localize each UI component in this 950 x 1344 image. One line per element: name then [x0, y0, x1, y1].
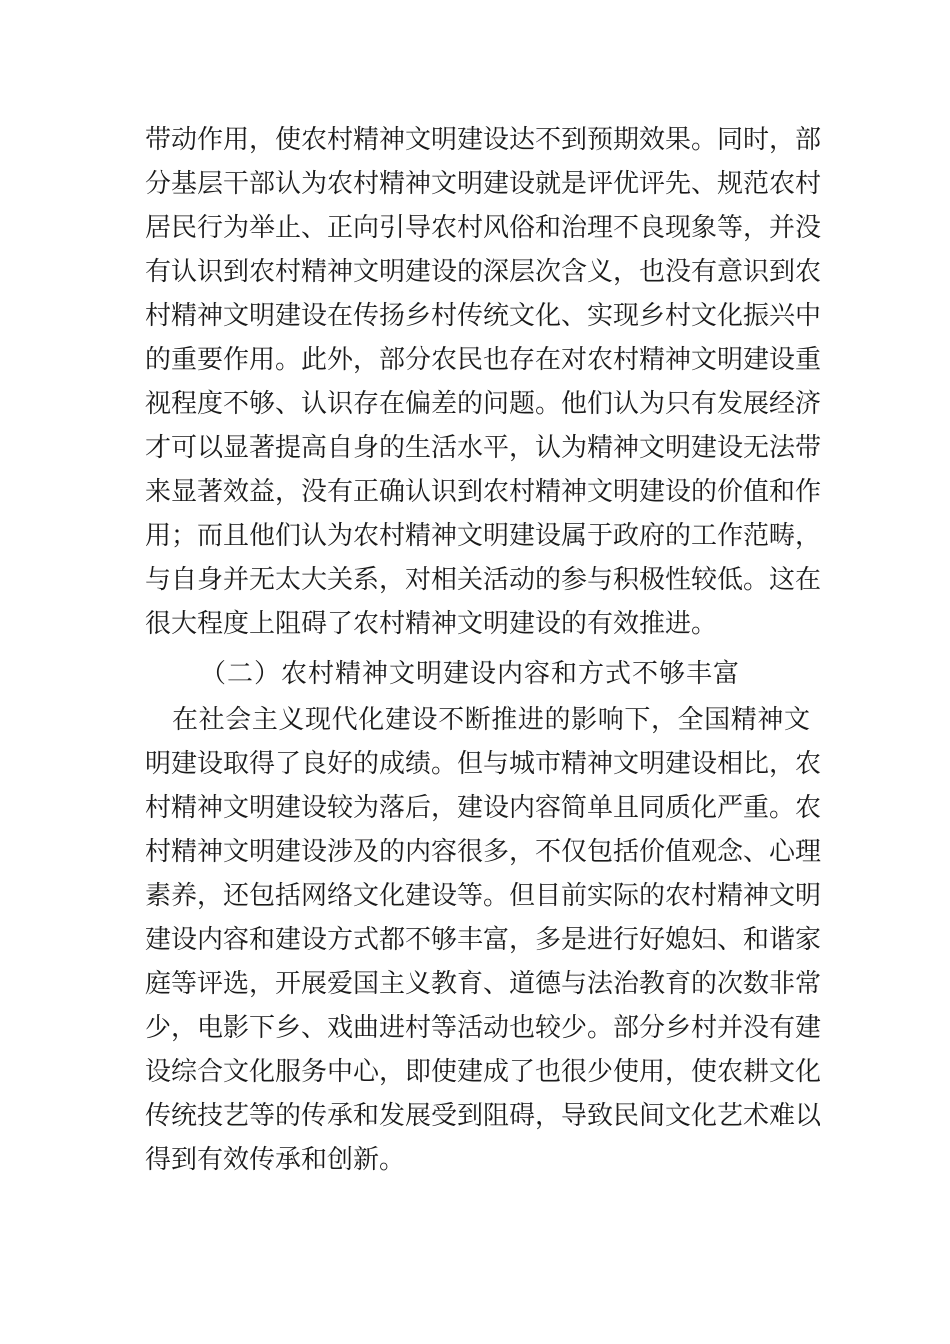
text-line: 村精神文明建设涉及的内容很多，不仅包括价值观念、心理 [145, 837, 822, 867]
text-line: 居民行为举止、正向引导农村风俗和治理不良现象等，并没 [145, 213, 822, 243]
text-line: 传统技艺等的传承和发展受到阻碍，导致民间文化艺术难以 [145, 1101, 822, 1131]
text-line: 设综合文化服务中心，即使建成了也很少使用，使农耕文化 [145, 1057, 822, 1087]
text-line: 素养，还包括网络文化建设等。但目前实际的农村精神文明 [145, 881, 822, 911]
text-line: 明建设取得了良好的成绩。但与城市精神文明建设相比，农 [145, 749, 822, 779]
text-line: 建设内容和建设方式都不够丰富，多是进行好媳妇、和谐家 [145, 925, 822, 955]
text-line: 村精神文明建设较为落后，建设内容简单且同质化严重。农 [145, 793, 822, 823]
section-heading: （二）农村精神文明建设内容和方式不够丰富 [200, 659, 741, 689]
text-line: 视程度不够、认识存在偏差的问题。他们认为只有发展经济 [145, 389, 822, 419]
text-line: 的重要作用。此外，部分农民也存在对农村精神文明建设重 [145, 345, 822, 375]
text-line: 庭等评选，开展爱国主义教育、道德与法治教育的次数非常 [145, 969, 822, 999]
text-line: 来显著效益，没有正确认识到农村精神文明建设的价值和作 [145, 477, 822, 507]
text-line: 得到有效传承和创新。 [145, 1145, 406, 1175]
text-line: 分基层干部认为农村精神文明建设就是评优评先、规范农村 [145, 169, 822, 199]
text-line: 才可以显著提高自身的生活水平，认为精神文明建设无法带 [145, 433, 822, 463]
text-line: 与自身并无太大关系，对相关活动的参与积极性较低。这在 [145, 565, 822, 595]
text-line: 少，电影下乡、戏曲进村等活动也较少。部分乡村并没有建 [145, 1013, 822, 1043]
text-line: 村精神文明建设在传扬乡村传统文化、实现乡村文化振兴中 [145, 301, 822, 331]
text-line: 用；而且他们认为农村精神文明建设属于政府的工作范畴， [145, 521, 822, 551]
text-line: 很大程度上阻碍了农村精神文明建设的有效推进。 [145, 609, 718, 639]
text-line: 在社会主义现代化建设不断推进的影响下，全国精神文 [172, 705, 810, 735]
text-line: 有认识到农村精神文明建设的深层次含义，也没有意识到农 [145, 257, 822, 287]
text-line: 带动作用，使农村精神文明建设达不到预期效果。同时，部 [145, 125, 822, 155]
